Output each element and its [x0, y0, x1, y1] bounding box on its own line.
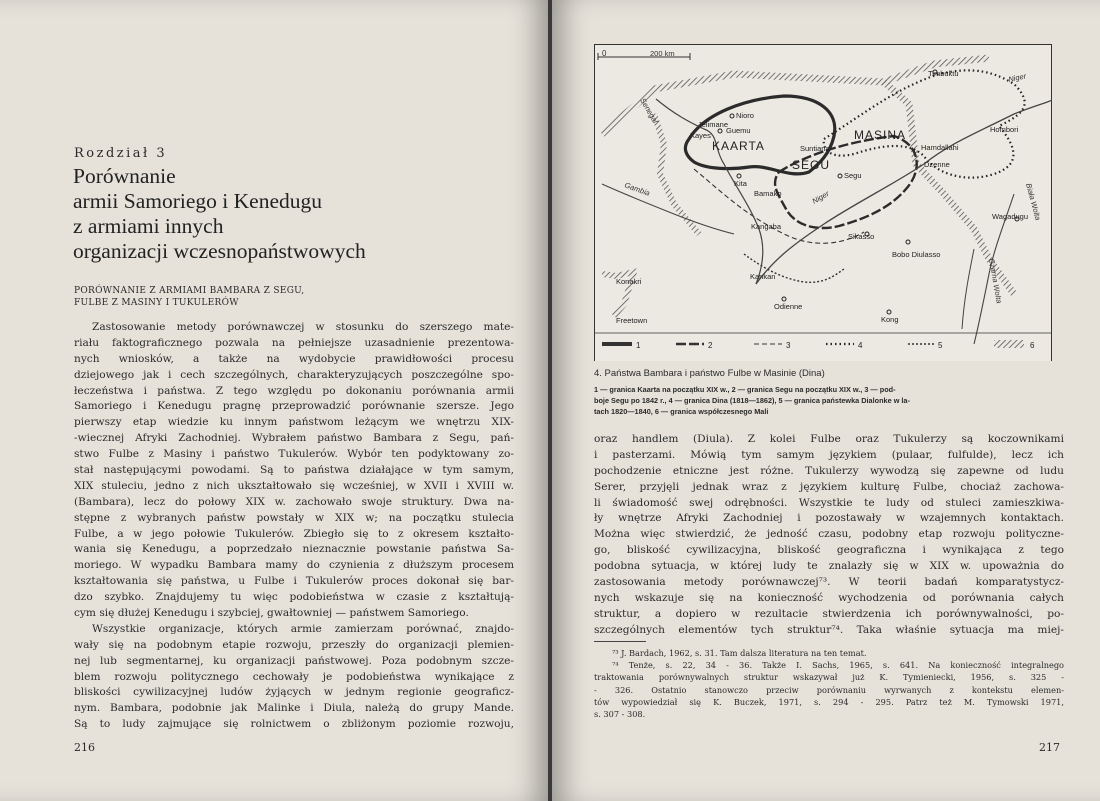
footnote-line: ⁷³ J. Bardach, 1962, s. 31. Tam dalsza literatura na ten temat.	[612, 648, 867, 658]
body-line: łeczeństwa i państwa. Z tego względu po dokonaniu porównania armii	[74, 384, 514, 397]
figure-caption-title: 4. Państwa Bambara i państwo Fulbe w Masinie (Dina)	[594, 368, 825, 379]
chapter-title-line: armii Samoriego i Kenedugu	[73, 189, 322, 213]
body-line: nym. Bambara, podobnie jak Malinke i Diula, należą do grupy Mande.	[74, 702, 514, 715]
legend-key-3: 3	[786, 341, 791, 350]
legend-swatch-6	[994, 340, 1024, 348]
scale-zero: 0	[602, 49, 607, 58]
body-line: nych wniosków, a także na wydobycie prawidłowości procesu	[74, 352, 514, 365]
left-page	[0, 0, 548, 801]
footnote-line: - 326. Ostatnio stanowczo przeciw porównaniu wyrwanych z kontekstu elemen-	[594, 684, 1064, 695]
body-line: cym się dłużej Kenedugu i szybciej, gwałtowniej — państwem Samoriego.	[74, 607, 469, 620]
body-line: (Bambara), lecz do połowy XIX w. zachowało swoje struktury. Dwa na-	[74, 495, 514, 508]
place-hombori: Hombori	[990, 125, 1019, 134]
section-heading-line: PORÓWNANIE Z ARMIAMI BAMBARA Z SEGU,	[74, 286, 305, 296]
footnote-line: tów wypowiedział się K. Buczek, 1971, s. 294 - 295. Patrz też M. Tymowski 1971,	[594, 696, 1064, 707]
river-label-black-volta: Czarna Wolta	[987, 257, 1004, 305]
body-line: -wiecznej Afryki Zachodniej. Wybrałem państwo Bambara z Segu, pań-	[74, 432, 514, 445]
place-kita: Kita	[734, 179, 747, 188]
body-line: Można więc stwierdzić, że jedność czasu, podobny etap rozwoju polityczne-	[594, 528, 1064, 541]
body-line: bliskości cywilizacyjnej ludów żyjących w jednym regionie geograficz-	[74, 686, 514, 699]
body-line: Serer, przyjęli jednak wraz z językiem kulturę Fulbe, chociaż zachowa-	[594, 480, 1064, 493]
left-body-text	[74, 320, 514, 733]
legend-key-4: 4	[858, 341, 863, 350]
place-wagadugu: Wagadugu	[992, 212, 1028, 221]
place-bamako: Bamako	[754, 189, 782, 198]
place-kankan: Kankan	[750, 272, 776, 281]
legend-key-5: 5	[938, 341, 943, 350]
river-label-niger-lower: Niger	[810, 188, 831, 206]
place-sikasso: Sikasso	[848, 232, 875, 241]
body-line: blem rozwoju politycznego cechowały je podobieństwa wynikające z	[74, 670, 514, 683]
body-line: wania się Kenedugu, a poprzedzało nieznacznie powstanie państwa Sa-	[74, 543, 514, 556]
body-line: stał następującymi powodami. Są to państwa działające w tym samym,	[74, 464, 514, 477]
body-line: Zastosowanie metody porównawczej w stosunku do szerszego mate-	[92, 321, 514, 333]
place-bobo-diulasso: Bobo Diulasso	[892, 250, 941, 259]
place-kong: Kong	[881, 315, 899, 324]
body-line: pochodzenie etniczne jest różne. Tukulerzy wywodzą się zapewne od ludu	[594, 464, 1064, 477]
region-label-segu: SEGU	[792, 158, 831, 172]
body-line: go, bliskość cywilizacyjna, bliskość geograficzna i wynikająca z tego	[594, 544, 1064, 557]
body-line: nej lub segmentarnej, ku organizacji państwowej. Poza podobnym szcze-	[74, 654, 514, 667]
body-line: riału faktograficznego pozwala na pełniejsze uzasadnienie prezentowa-	[74, 336, 514, 349]
river-label-white-volta: Biała Wolta	[1024, 182, 1043, 222]
caption-legend-line: tach 1820—1840, 6 — granica współczesnego Mali	[594, 407, 769, 416]
section-heading	[74, 285, 304, 309]
body-line: XIX stuleciu, jedno z nich ukształtowało się wcześniej, w XVII i XVIII w.	[74, 479, 514, 492]
place-kangaba: Kangaba	[751, 222, 782, 231]
body-line: Samoriego i Kenedugu pragnę przeprowadzić porównanie szersze. Jego	[74, 400, 514, 413]
chapter-title-line: Porównanie	[73, 164, 176, 188]
map-frame	[595, 45, 1052, 362]
region-label-kaarta: KAARTA	[712, 139, 765, 153]
body-line: zastosowania metody porównawczej⁷³. W teorii badań komparatystycz-	[594, 576, 1064, 589]
body-line: moriego. W wypadku Bambara mamy do czynienia z dłuższym procesem	[74, 559, 514, 572]
body-line: szczególnych elementów tych struktur⁷⁴. Taka właśnie sytuacja ma miej-	[594, 623, 1064, 636]
legend-key-1: 1	[636, 341, 641, 350]
body-line: podobna sytuacja, w której ludy te znalazły się w XIX w. upoważnia do	[594, 560, 1064, 573]
body-line: wały się na podobnym etapie rozwoju, przeszły do organizacji plemien-	[74, 638, 514, 651]
place-odienne: Odienne	[774, 302, 803, 311]
chapter-title	[73, 164, 513, 264]
place-hamdallahi: Hamdallahi	[921, 143, 959, 152]
body-line: oraz handlem (Diula). Z kolei Fulbe oraz Tukulerzy są koczownikami	[594, 433, 1064, 445]
footnote-line: s. 307 - 308.	[594, 709, 646, 720]
body-line: Są to ludy zajmujące się rolnictwem o zbliżonym poziomie rozwoju,	[74, 718, 514, 731]
footnotes	[594, 647, 1064, 720]
body-line: Wszystkie organizacje, których armie zamierzam porównać, znajdo-	[92, 622, 514, 635]
body-line: ły wnętrze Afryki Zachodniej i pozostawały w wzajemnych kontaktach.	[594, 512, 1064, 525]
caption-legend-line: boje Segu po 1842 r., 4 — granica Dina (1818—1862), 5 — granica państewka Dialonke w la-	[594, 396, 910, 405]
body-line: nych wskazuje się na konieczność wychodzenia od porównania całych	[594, 591, 1064, 604]
chapter-title-line: organizacji wczesnopaństwowych	[73, 239, 366, 263]
place-jelimane: Jelimane	[698, 120, 729, 129]
chapter-label: Rozdział 3	[74, 146, 168, 161]
right-body-text	[594, 432, 1064, 639]
caption-legend-line: 1 — granica Kaarta na początku XIX w., 2 — granica Segu na początku XIX w., 3 — pod-	[594, 385, 896, 394]
place-segu: Segu	[844, 171, 862, 180]
place-guemu: Guemu	[726, 126, 751, 135]
place-kayes: Kayes	[690, 131, 711, 140]
legend-swatch-1	[602, 342, 632, 346]
section-heading-line: FULBE Z MASINY I TUKULERÓW	[74, 298, 239, 308]
footnote-line: traktowania porównywalnych struktur wskazywał już K. Tymieniecki, 1956, s. 325 -	[594, 672, 1064, 683]
river-label-senegal: Senegal	[638, 96, 660, 125]
river-label-gambia: Gambia	[623, 180, 652, 198]
body-line: pierwszy etap wiedzie ku innym państwom leżącym we wnętrzu XIX-	[74, 416, 514, 429]
body-line: stwo Fulbe z Masiny i państwo Tukulerów. Wybór ten podyktowany zo-	[74, 448, 514, 461]
body-line: dziejowego jak i cech szczególnych, charakteryzujących poszczególne spo-	[74, 368, 514, 381]
body-line: Fulbe, a w jego połowie Tukulerów. Zbiegło się to z okresem kształto-	[74, 527, 514, 540]
place-freetown: Freetown	[616, 316, 648, 325]
legend-key-2: 2	[708, 341, 713, 350]
body-line: dzo szybko. Znajdujemy tu więc podobieństwa w czasie z kształtują-	[74, 591, 514, 604]
page-number: 217	[1039, 741, 1060, 754]
place-konakri: Konakri	[616, 277, 642, 286]
river-label-niger: Niger	[1007, 71, 1027, 84]
body-line: i pasterzami. Mówią tym samym językiem (pulaar, fulfulde), lecz ich	[594, 448, 1064, 461]
place-suntiana: Suntiana	[800, 144, 830, 153]
chapter-title-line: z armiami innych	[73, 214, 224, 238]
body-line: kształtowania się państwa, u Fulbe i Tukulerów proces dokonał się bar-	[74, 575, 514, 588]
place-nioro: Nioro	[736, 111, 754, 120]
page-number: 216	[74, 741, 95, 754]
footnote-rule	[594, 641, 646, 642]
legend-key-6: 6	[1030, 341, 1035, 350]
body-line: li świadomość swej odrębności. Wszystkie te ludy od stuleci zamieszkiwa-	[594, 496, 1064, 509]
body-line: struktur, a dopiero w rezultacie stwierdzenia ich porównywalności, po-	[594, 607, 1064, 620]
scale-label: 200 km	[650, 49, 675, 58]
footnote-line: ⁷⁴ Tenże, s. 22, 34 - 36. Także I. Sachs, 1965, s. 641. Na konieczność integralnego	[612, 660, 1064, 671]
place-timbuktu: Timbuktu	[928, 69, 959, 78]
right-page	[552, 0, 1100, 801]
figure-caption-legend	[594, 384, 1064, 417]
region-label-masina: MASINA	[854, 128, 907, 142]
historical-map	[594, 44, 1052, 361]
body-line: stępne z wybranych państw powstały w XIX w; na początku stulecia	[74, 511, 514, 524]
place-dzenne: Dzenne	[924, 160, 950, 169]
